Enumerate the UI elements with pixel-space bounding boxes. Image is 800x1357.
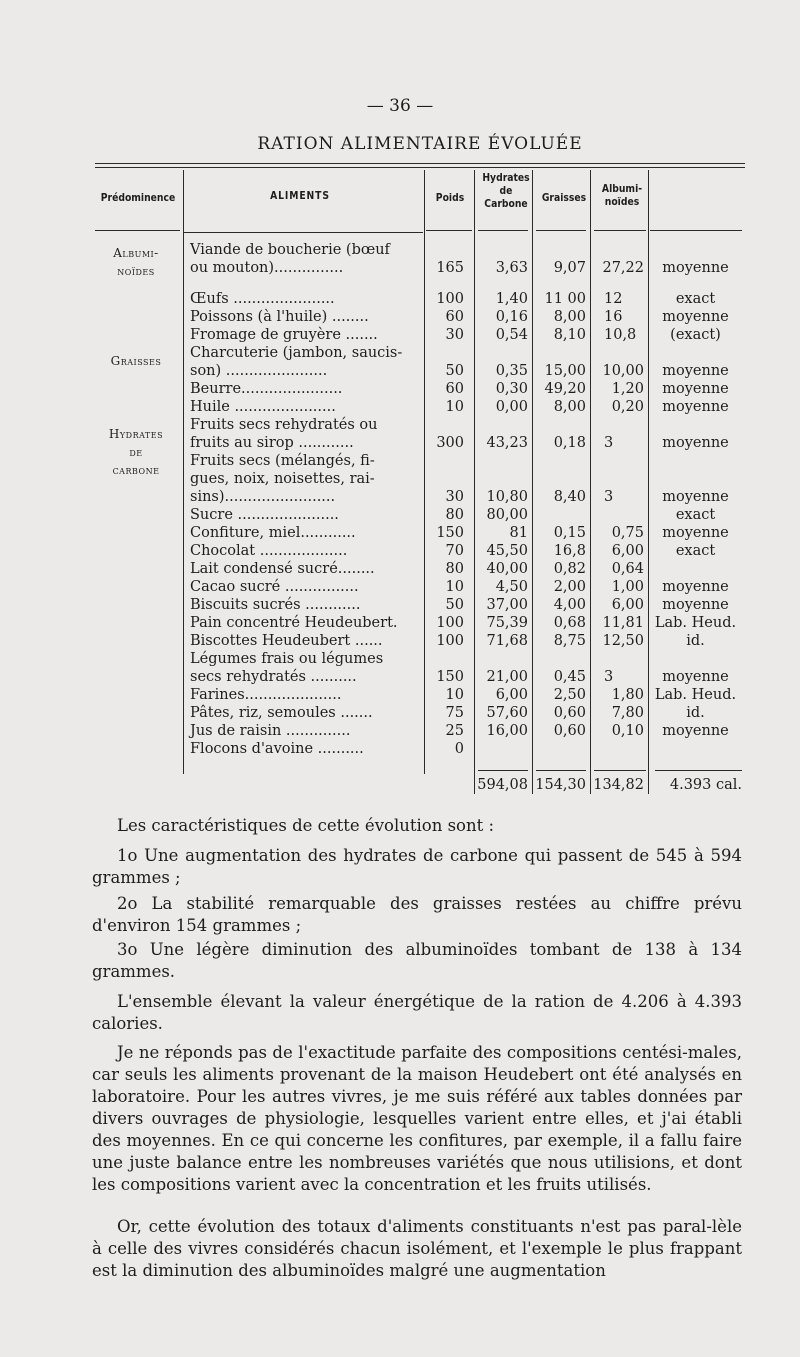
page-number: — 36 — [366,96,434,116]
food-name: Biscottes Heudeubert ...... [190,633,383,649]
header-underline [650,230,742,231]
remark: moyenne [662,309,729,325]
food-name: Farines..................... [190,687,342,703]
hydrates-value: 43,23 [486,435,528,451]
graisses-value: 15,00 [544,363,586,379]
hydrates-value: 0,00 [495,399,528,415]
graisses-value: 8,10 [553,327,586,343]
albuminoides-value: 7,80 [611,705,644,721]
food-name: Poissons (à l'huile) ........ [190,309,369,325]
total-hydrates: 594,08 [477,777,528,793]
remark: moyenne [662,435,729,451]
paragraph: Les caractéristiques de cette évolution sont : [117,816,495,835]
food-name: Cacao sucré ................ [190,579,359,595]
remark: exact [675,291,716,307]
albuminoides-value: 10,00 [602,363,644,379]
poids-value: 165 [436,260,464,276]
remark: moyenne [662,723,729,739]
graisses-value: 0,82 [553,561,586,577]
graisses-value: 8,75 [553,633,586,649]
remark: Lab. Heud. [654,615,737,631]
poids-value: 75 [445,705,464,721]
header-underline [426,230,472,231]
graisses-value: 0,60 [553,723,586,739]
food-name: Chocolat ................... [190,543,348,559]
col-header-graisses: Graisses [541,192,587,204]
top-rule [95,167,745,168]
food-name: Charcuterie (jambon, saucis- [190,345,403,361]
albuminoides-value: 1,20 [611,381,644,397]
albuminoides-value: 27,22 [602,260,644,276]
col-header-hydrates: Hydrates de Carbone [482,172,530,210]
column-divider [532,170,533,794]
remark: moyenne [662,399,729,415]
col-header-poids: Poids [435,192,465,204]
food-name: Viande de boucherie (bœuf [190,242,390,258]
paragraph: 3o Une légère diminution des albuminoïdes tombant de 138 à 134 grammes. [92,940,742,981]
albuminoides-value: 6,00 [611,597,644,613]
totals-rule [536,770,586,771]
hydrates-value: 37,00 [486,597,528,613]
hydrates-value: 0,54 [495,327,528,343]
food-name: fruits au sirop ............ [190,435,354,451]
graisses-value: 2,00 [553,579,586,595]
remark: moyenne [662,363,729,379]
top-rule [95,163,745,164]
poids-value: 30 [445,327,464,343]
food-name: son) ...................... [190,363,328,379]
food-name: Sucre ...................... [190,507,339,523]
graisses-value: 8,00 [553,309,586,325]
food-name: secs rehydratés .......... [190,669,357,685]
poids-value: 50 [445,363,464,379]
poids-value: 100 [436,291,464,307]
graisses-value: 0,45 [553,669,586,685]
food-name: gues, noix, noisettes, rai- [190,471,375,487]
remark: moyenne [662,579,729,595]
header-underline [594,230,646,231]
hydrates-value: 1,40 [495,291,528,307]
graisses-value: 49,20 [544,381,586,397]
graisses-value: 0,15 [553,525,586,541]
header-underline [536,230,586,231]
poids-value: 150 [436,525,464,541]
albuminoides-value: 0,64 [611,561,644,577]
food-name: Pâtes, riz, semoules ....... [190,705,373,721]
hydrates-value: 6,00 [495,687,528,703]
albuminoides-value: 3 [604,669,614,685]
graisses-value: 16,8 [553,543,586,559]
albuminoides-value: 11,81 [602,615,644,631]
remark: moyenne [662,381,729,397]
hydrates-value: 4,50 [495,579,528,595]
albuminoides-value: 12,50 [602,633,644,649]
graisses-value: 2,50 [553,687,586,703]
poids-value: 10 [445,687,464,703]
albuminoides-value: 0,10 [611,723,644,739]
remark: moyenne [662,525,729,541]
header-underline [183,232,423,233]
food-name: Pain concentré Heudeubert. [190,615,398,631]
paragraph: 1o Une augmentation des hydrates de carbone qui passent de 545 à 594 grammes ; [92,846,742,887]
food-name: Huile ...................... [190,399,336,415]
albuminoides-value: 0,20 [611,399,644,415]
remark: exact [675,543,716,559]
col-header-aliments: ALIMENTS [270,190,330,202]
food-name: Confiture, miel............ [190,525,356,541]
food-name: Fruits secs (mélangés, fi- [190,453,375,469]
col-header-predominance: Prédominence [100,192,176,204]
hydrates-value: 16,00 [486,723,528,739]
food-name: Jus de raisin .............. [190,723,351,739]
remark: moyenne [662,489,729,505]
column-divider [424,170,425,774]
col-header-albuminoides: Albumi- noïdes [601,183,643,208]
poids-value: 10 [445,399,464,415]
hydrates-value: 0,16 [495,309,528,325]
poids-value: 150 [436,669,464,685]
column-divider [590,170,591,794]
graisses-value: 0,68 [553,615,586,631]
graisses-value: 0,18 [553,435,586,451]
totals-rule [478,770,528,771]
paragraph: 2o La stabilité remarquable des graisses restées au chiffre prévu d'environ 154 grammes ; [92,894,742,935]
hydrates-value: 71,68 [486,633,528,649]
albuminoides-value: 0,75 [611,525,644,541]
poids-value: 60 [445,381,464,397]
column-divider [474,170,475,794]
poids-value: 25 [445,723,464,739]
poids-value: 0 [454,741,464,757]
hydrates-value: 81 [509,525,528,541]
albuminoides-value: 1,00 [611,579,644,595]
remark: moyenne [662,260,729,276]
albuminoides-value: 1,80 [611,687,644,703]
hydrates-value: 3,63 [495,260,528,276]
food-name: Œufs ...................... [190,291,335,307]
category-albuminoides: Albumi- noïdes [113,246,159,278]
food-name: Beurre...................... [190,381,343,397]
column-divider [183,170,184,774]
poids-value: 100 [436,633,464,649]
totals-rule [594,770,646,771]
food-name: Légumes frais ou légumes [190,651,384,667]
hydrates-value: 10,80 [486,489,528,505]
remark: exact [675,507,716,523]
total-graisses: 154,30 [535,777,586,793]
graisses-value: 8,40 [553,489,586,505]
total-calories: 4.393 cal. [669,777,742,793]
poids-value: 80 [445,507,464,523]
hydrates-value: 75,39 [486,615,528,631]
poids-value: 30 [445,489,464,505]
remark: id. [686,633,705,649]
remark: id. [686,705,705,721]
hydrates-value: 57,60 [486,705,528,721]
hydrates-value: 40,00 [486,561,528,577]
paragraph: L'ensemble élevant la valeur énergétique de la ration de 4.206 à 4.393 calories. [92,992,742,1033]
food-name: Fruits secs rehydratés ou [190,417,378,433]
graisses-value: 0,60 [553,705,586,721]
remark: Lab. Heud. [654,687,737,703]
poids-value: 80 [445,561,464,577]
remark: moyenne [662,669,729,685]
poids-value: 300 [436,435,464,451]
food-name: sins)........................ [190,489,336,505]
remark: (exact) [670,327,721,343]
header-underline [95,230,180,231]
poids-value: 100 [436,615,464,631]
poids-value: 10 [445,579,464,595]
graisses-value: 11 00 [544,291,586,307]
albuminoides-value: 6,00 [611,543,644,559]
food-name: Flocons d'avoine .......... [190,741,364,757]
albuminoides-value: 12 [604,291,623,307]
page-title: RATION ALIMENTAIRE ÉVOLUÉE [257,134,583,154]
hydrates-value: 45,50 [486,543,528,559]
category-hydrates: Hydrates de carbone [108,427,164,477]
food-name: Lait condensé sucré........ [190,561,375,577]
graisses-value: 8,00 [553,399,586,415]
albuminoides-value: 16 [604,309,623,325]
albuminoides-value: 3 [604,489,614,505]
poids-value: 60 [445,309,464,325]
hydrates-value: 0,30 [495,381,528,397]
hydrates-value: 80,00 [486,507,528,523]
hydrates-value: 21,00 [486,669,528,685]
header-underline [478,230,528,231]
category-graisses: Graisses [110,354,162,368]
remark: moyenne [662,597,729,613]
albuminoides-value: 3 [604,435,614,451]
poids-value: 50 [445,597,464,613]
graisses-value: 4,00 [553,597,586,613]
totals-rule [655,770,742,771]
food-name: Biscuits sucrés ............ [190,597,361,613]
poids-value: 70 [445,543,464,559]
hydrates-value: 0,35 [495,363,528,379]
paragraph: Or, cette évolution des totaux d'aliments constituants n'est pas paral-lèle à celle des vivres considérés chacun isolément, et l'exemple le plus frappant est la diminution des albuminoïdes malgré une augmentation [92,1217,742,1280]
total-albuminoides: 134,82 [593,777,644,793]
food-name: ou mouton)............... [190,260,344,276]
food-name: Fromage de gruyère ....... [190,327,378,343]
albuminoides-value: 10,8 [604,327,637,343]
graisses-value: 9,07 [553,260,586,276]
paragraph: Je ne réponds pas de l'exactitude parfaite des compositions centési-males, car seuls les aliments provenant de la maison Heudebert ont été analysés en laboratoire. Pour les autres vivres, je me suis référé aux tables données par divers ouvrages de physiologie, lesquelles varient entre elles, et j'ai établi des moyennes. En ce qui concerne les confitures, par exemple, il a fallu faire une juste balance entre les nombreuses variétés que nous utilisions, et dont les compositions varient avec la concentration et les fruits utilisés. [92,1043,742,1194]
